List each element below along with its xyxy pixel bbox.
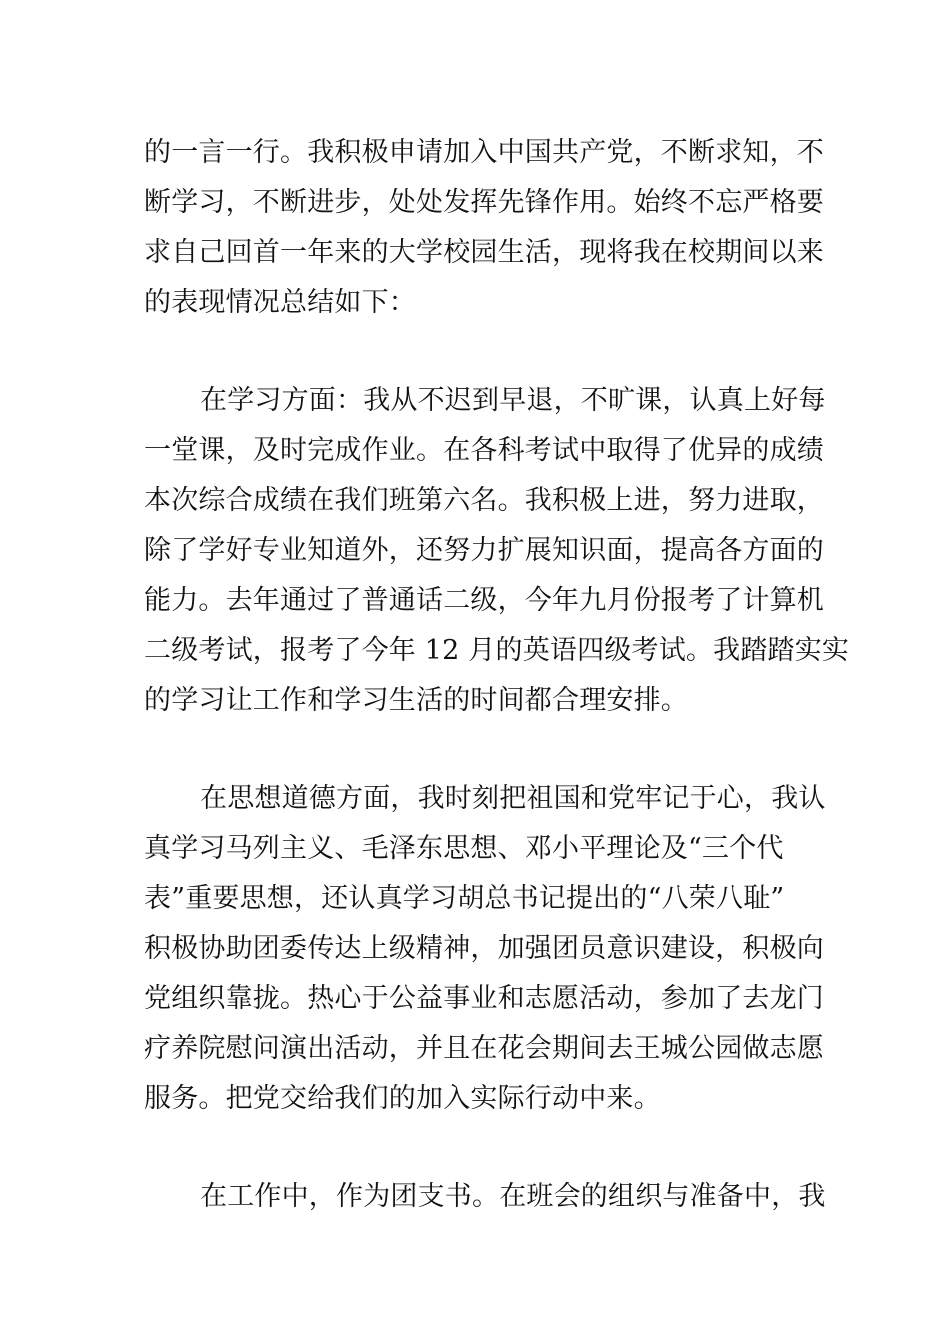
paragraph-3-line-1: 在思想道德方面，我时刻把祖国和党牢记于心，我认 (200, 783, 826, 814)
paragraph-3-line-3: 表”重要思想，还认真学习胡总书记提出的“八荣八耻” (144, 883, 785, 914)
paragraph-2-line-7: 的学习让工作和学习生活的时间都合理安排。 (144, 685, 688, 716)
paragraph-1-line-1: 的一言一行。我积极申请加入中国共产党，不断求知，不 (144, 137, 824, 168)
paragraph-2-line-1: 在学习方面：我从不迟到早退，不旷课，认真上好每 (200, 385, 826, 416)
paragraph-3-line-2: 真学习马列主义、毛泽东思想、邓小平理论及“三个代 (144, 833, 784, 864)
paragraph-2-line-6: 二级考试，报考了今年 12 月的英语四级考试。我踏踏实实 (144, 635, 850, 666)
paragraph-2-line-4: 除了学好专业知道外，还努力扩展知识面，提高各方面的 (144, 535, 824, 566)
paragraph-3-line-4: 积极协助团委传达上级精神，加强团员意识建设，积极向 (144, 933, 824, 964)
paragraph-2-line-2: 一堂课，及时完成作业。在各科考试中取得了优异的成绩 (144, 435, 824, 466)
paragraph-1-line-4: 的表现情况总结如下： (144, 287, 416, 318)
paragraph-3-line-5: 党组织靠拢。热心于公益事业和志愿活动，参加了去龙门 (144, 983, 824, 1014)
paragraph-2-line-3: 本次综合成绩在我们班第六名。我积极上进，努力进取， (144, 485, 824, 516)
paragraph-3-line-6: 疗养院慰问演出活动，并且在花会期间去王城公园做志愿 (144, 1033, 824, 1064)
paragraph-2-line-5: 能力。去年通过了普通话二级，今年九月份报考了计算机 (144, 585, 824, 616)
paragraph-1-line-3: 求自己回首一年来的大学校园生活，现将我在校期间以来 (144, 237, 824, 268)
paragraph-1-line-2: 断学习，不断进步，处处发挥先锋作用。始终不忘严格要 (144, 187, 824, 218)
paragraph-3-line-7: 服务。把党交给我们的加入实际行动中来。 (144, 1083, 661, 1114)
paragraph-4-line-1: 在工作中，作为团支书。在班会的组织与准备中，我 (200, 1181, 826, 1212)
